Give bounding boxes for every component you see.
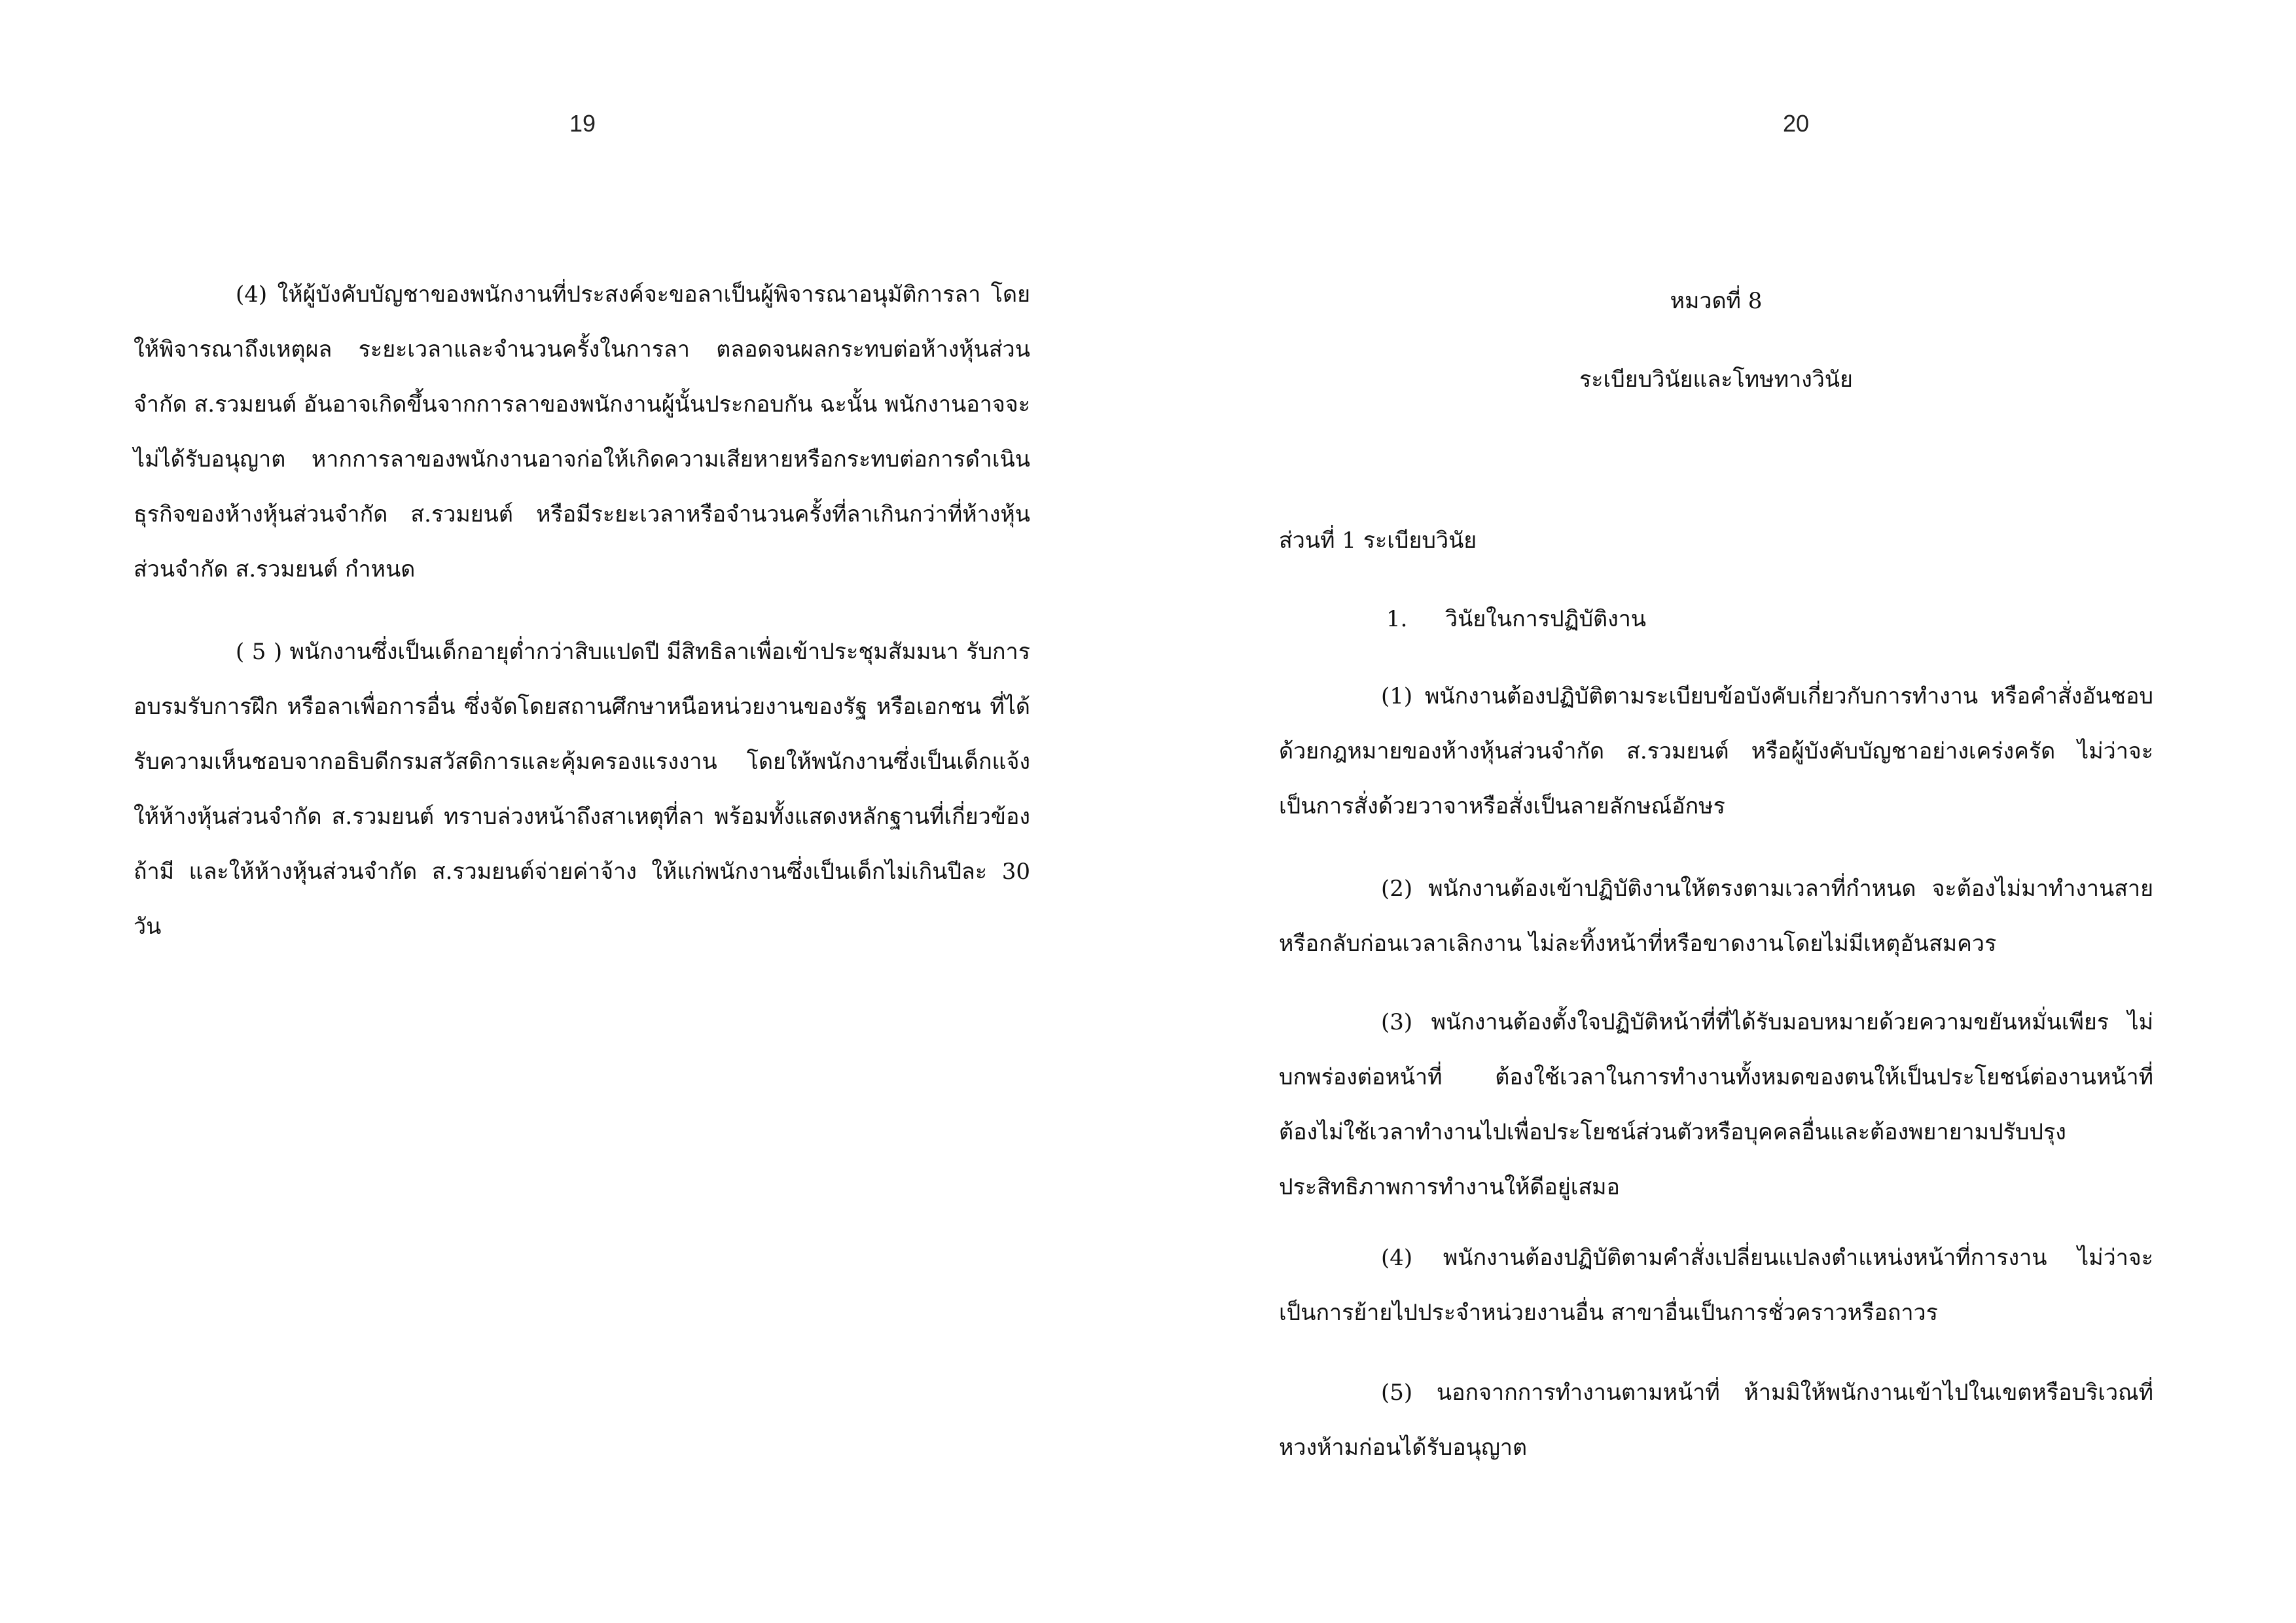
- chapter-subtitle: ระเบียบวินัยและโทษทางวินัย: [1579, 366, 1853, 393]
- page-number-right: 20: [1782, 110, 1810, 137]
- page-number-left: 19: [569, 110, 596, 137]
- discipline-item-5: [1279, 1365, 2153, 1475]
- paragraph-text: (4) ให้ผู้บังคับบัญชาของพนักงานที่ประสงค์จะขอลาเป็นผู้พิจารณาอนุมัติการลา โดยให้พิจารณาถึงเหตุผล ระยะเวลาและจำนวนครั้งในการลา ตลอดจนผลกระทบต่อห้างหุ้นส่วนจำกัด ส.รวมยนต์ อันอาจเกิดขึ้นจากการลาของพนักงานผู้นั้นประกอบกัน ฉะนั้น พนักงานอาจจะไม่ได้รับอนุญาต หากการลาของพนักงานอาจก่อให้เกิดความเสียหายหรือกระทบต่อการดำเนินธุรกิจของห้างหุ้นส่วนจำกัด ส.รวมยนต์ หรือมีระยะเวลาหรือจำนวนครั้งที่ลาเกินกว่าที่ห้างหุ้นส่วนจำกัด ส.รวมยนต์ กำหนด: [134, 281, 1030, 582]
- rule-title: วินัยในการปฏิบัติงาน: [1445, 606, 1647, 632]
- rule-number: 1.: [1386, 606, 1408, 632]
- rule-heading: [1386, 601, 1646, 636]
- paragraph-text: (1) พนักงานต้องปฏิบัติตามระเบียบข้อบังคับเกี่ยวกับการทำงาน หรือคำสั่งอันชอบด้วยกฎหมายของห้างหุ้นส่วนจำกัด ส.รวมยนต์ หรือผู้บังคับบัญชาอย่างเคร่งครัด ไม่ว่าจะเป็นการสั่งด้วยวาจาหรือสั่งเป็นลายลักษณ์อักษร: [1279, 683, 2153, 819]
- paragraph-text: ( 5 ) พนักงานซึ่งเป็นเด็กอายุต่ำกว่าสิบแปดปี มีสิทธิลาเพื่อเข้าประชุมสัมมนา รับการอบรมรับการฝึก หรือลาเพื่อการอื่น ซึ่งจัดโดยสถานศึกษาหนือหน่วยงานของรัฐ หรือเอกชน ที่ได้รับความเห็นชอบจากอธิบดีกรมสวัสดิการและคุ้มครองแรงงาน โดยให้พนักงานซึ่งเป็นเด็กแจ้งให้ห้างหุ้นส่วนจำกัด ส.รวมยนต์ ทราบล่วงหน้าถึงสาเหตุที่ลา พร้อมทั้งแสดงหลักฐานที่เกี่ยวข้องถ้ามี และให้ห้างหุ้นส่วนจำกัด ส.รวมยนต์จ่ายค่าจ้าง ให้แก่พนักงานซึ่งเป็นเด็กไม่เกินปีละ 30 วัน: [134, 639, 1030, 940]
- paragraph-text: (2) พนักงานต้องเข้าปฏิบัติงานให้ตรงตามเวลาที่กำหนด จะต้องไม่มาทำงานสาย หรือกลับก่อนเวลาเลิกงาน ไม่ละทิ้งหน้าที่หรือขาดงานโดยไม่มีเหตุอันสมควร: [1279, 876, 2153, 957]
- chapter-title: หมวดที่ 8: [1670, 288, 1763, 314]
- paragraph-text: (4) พนักงานต้องปฏิบัติตามคำสั่งเปลี่ยนแปลงตำแหน่งหน้าที่การงาน ไม่ว่าจะเป็นการย้ายไปประจำหน่วยงานอื่น สาขาอื่นเป็นการชั่วคราวหรือถาวร: [1279, 1245, 2153, 1326]
- discipline-item-2: [1279, 861, 2153, 971]
- discipline-item-4: [1279, 1230, 2153, 1340]
- discipline-item-1: [1279, 669, 2153, 834]
- paragraph-text: (3) พนักงานต้องตั้งใจปฏิบัติหน้าที่ที่ได้รับมอบหมายด้วยความขยันหมั่นเพียร ไม่บกพร่องต่อหน้าที่ ต้องใช้เวลาในการทำงานทั้งหมดของตนให้เป็นประโยชน์ต่องานหน้าที่ ต้องไม่ใช้เวลาทำงานไปเพื่อประโยชน์ส่วนตัวหรือบุคคลอื่นและต้องพยายามปรับปรุงประสิทธิภาพการทำงานให้ดีอยู่เสมอ: [1279, 1009, 2153, 1200]
- paragraph-child-employee-leave: [134, 624, 1030, 954]
- section-heading: ส่วนที่ 1 ระเบียบวินัย: [1279, 527, 1477, 554]
- paragraph-text: (5) นอกจากการทำงานตามหน้าที่ ห้ามมิให้พนักงานเข้าไปในเขตหรือบริเวณที่หวงห้ามก่อนได้รับอนุญาต: [1279, 1380, 2153, 1461]
- paragraph-leave-approval: [134, 267, 1030, 597]
- discipline-item-3: [1279, 995, 2153, 1215]
- right-page: [1148, 0, 2296, 1623]
